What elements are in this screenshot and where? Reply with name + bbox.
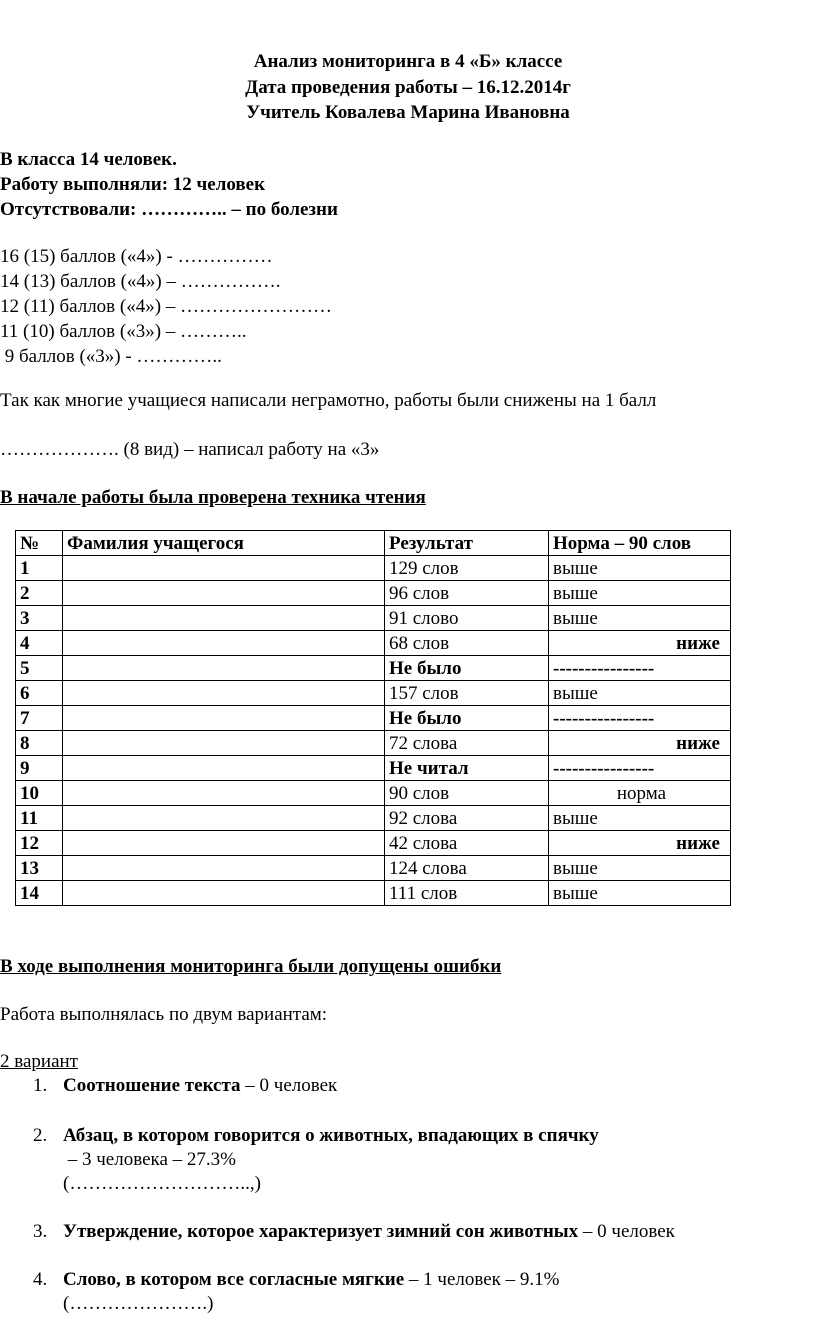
cell-norm: выше	[549, 681, 731, 706]
class-count: В класса 14 человек.	[0, 149, 177, 170]
table-row	[16, 856, 731, 881]
cell-number: 2	[16, 581, 63, 606]
cell-name	[63, 831, 385, 856]
cell-name	[63, 856, 385, 881]
table-row	[16, 681, 731, 706]
table-row	[16, 781, 731, 806]
cell-number: 7	[16, 706, 63, 731]
reading-table	[15, 530, 731, 906]
cell-name	[63, 656, 385, 681]
list-item-number: 1.	[33, 1075, 48, 1096]
cell-result: 91 слово	[385, 606, 549, 631]
cell-result: 68 слов	[385, 631, 549, 656]
list-item	[63, 1268, 559, 1292]
cell-norm: ----------------	[549, 706, 731, 731]
list-item-count: – 1 человек – 9.1%	[404, 1269, 560, 1290]
list-item-title: Абзац, в котором говорится о животных, впадающих в спячку	[63, 1125, 599, 1146]
cell-name	[63, 756, 385, 781]
cell-norm: выше	[549, 856, 731, 881]
table-row	[16, 706, 731, 731]
table-row	[16, 831, 731, 856]
cell-norm: выше	[549, 806, 731, 831]
cell-norm: выше	[549, 581, 731, 606]
variant-label: 2 вариант	[0, 1051, 78, 1072]
list-item	[63, 1074, 337, 1098]
score-line: 12 (11) баллов («4») – ……………………	[0, 296, 333, 317]
cell-name	[63, 731, 385, 756]
class-completed: Работу выполняли: 12 человек	[0, 174, 266, 195]
list-item-names: (………………………..,)	[63, 1173, 261, 1194]
list-item	[63, 1220, 675, 1244]
header-number: №	[16, 531, 63, 556]
header-result: Результат	[385, 531, 549, 556]
cell-name	[63, 556, 385, 581]
cell-name	[63, 781, 385, 806]
cell-norm: выше	[549, 556, 731, 581]
cell-result: 124 слова	[385, 856, 549, 881]
document-title: Анализ мониторинга в 4 «Б» классе	[253, 51, 563, 72]
table-row	[16, 556, 731, 581]
cell-result: 129 слов	[385, 556, 549, 581]
document-date: Дата проведения работы – 16.12.2014г	[245, 77, 571, 98]
cell-result: 72 слова	[385, 731, 549, 756]
cell-result: Не было	[385, 656, 549, 681]
cell-number: 8	[16, 731, 63, 756]
cell-name	[63, 681, 385, 706]
table-row	[16, 656, 731, 681]
cell-name	[63, 631, 385, 656]
note-vid: ………………. (8 вид) – написал работу на «3»	[0, 439, 380, 460]
cell-result: 111 слов	[385, 881, 549, 906]
list-item-title: Утверждение, которое характеризует зимний сон животных	[63, 1221, 579, 1242]
list-item-count: – 3 человека – 27.3%	[63, 1149, 236, 1170]
cell-norm: ----------------	[549, 656, 731, 681]
cell-result: 92 слова	[385, 806, 549, 831]
score-line: 16 (15) баллов («4») - ……………	[0, 246, 273, 267]
document-teacher: Учитель Ковалева Марина Ивановна	[246, 102, 570, 123]
cell-number: 13	[16, 856, 63, 881]
class-absent: Отсутствовали: ………….. – по болезни	[0, 199, 338, 220]
score-line: 11 (10) баллов («3») – ………..	[0, 321, 247, 342]
cell-number: 3	[16, 606, 63, 631]
note-lowered: Так как многие учащиеся написали неграмотно, работы были снижены на 1 балл	[0, 390, 657, 411]
table-row	[16, 731, 731, 756]
score-line: 9 баллов («3») - …………..	[0, 346, 222, 367]
cell-name	[63, 881, 385, 906]
cell-name	[63, 806, 385, 831]
cell-number: 14	[16, 881, 63, 906]
variants-intro: Работа выполнялась по двум вариантам:	[0, 1004, 328, 1025]
reading-heading: В начале работы была проверена техника чтения	[0, 487, 426, 508]
errors-heading: В ходе выполнения мониторинга были допущены ошибки	[0, 956, 502, 977]
cell-number: 12	[16, 831, 63, 856]
cell-norm: ниже	[549, 731, 731, 756]
cell-name	[63, 581, 385, 606]
list-item-number: 4.	[33, 1269, 48, 1290]
cell-result: 157 слов	[385, 681, 549, 706]
cell-result: Не было	[385, 706, 549, 731]
cell-norm: норма	[549, 781, 731, 806]
cell-number: 4	[16, 631, 63, 656]
list-item-names: (………………….)	[63, 1293, 214, 1314]
score-line: 14 (13) баллов («4») – …………….	[0, 271, 281, 292]
cell-number: 9	[16, 756, 63, 781]
cell-result: 96 слов	[385, 581, 549, 606]
list-item-title: Слово, в котором все согласные мягкие	[63, 1269, 405, 1290]
cell-norm: выше	[549, 606, 731, 631]
header-norm: Норма – 90 слов	[549, 531, 731, 556]
table-row	[16, 606, 731, 631]
cell-number: 1	[16, 556, 63, 581]
cell-result: 90 слов	[385, 781, 549, 806]
list-item-number: 2.	[33, 1125, 48, 1146]
cell-norm: ниже	[549, 831, 731, 856]
cell-norm: ----------------	[549, 756, 731, 781]
cell-number: 10	[16, 781, 63, 806]
table-header-row	[16, 531, 731, 556]
cell-name	[63, 606, 385, 631]
table-row	[16, 806, 731, 831]
cell-norm: ниже	[549, 631, 731, 656]
cell-name	[63, 706, 385, 731]
cell-result: 42 слова	[385, 831, 549, 856]
table-row	[16, 756, 731, 781]
table-row	[16, 581, 731, 606]
list-item-count: – 0 человек	[240, 1075, 338, 1096]
list-item-title: Соотношение текста	[63, 1075, 241, 1096]
cell-number: 5	[16, 656, 63, 681]
header-surname: Фамилия учащегося	[63, 531, 385, 556]
list-item-count: – 0 человек	[578, 1221, 675, 1242]
table-row	[16, 631, 731, 656]
list-item-number: 3.	[33, 1221, 48, 1242]
cell-result: Не читал	[385, 756, 549, 781]
cell-norm: выше	[549, 881, 731, 906]
cell-number: 6	[16, 681, 63, 706]
table-row	[16, 881, 731, 906]
cell-number: 11	[16, 806, 63, 831]
